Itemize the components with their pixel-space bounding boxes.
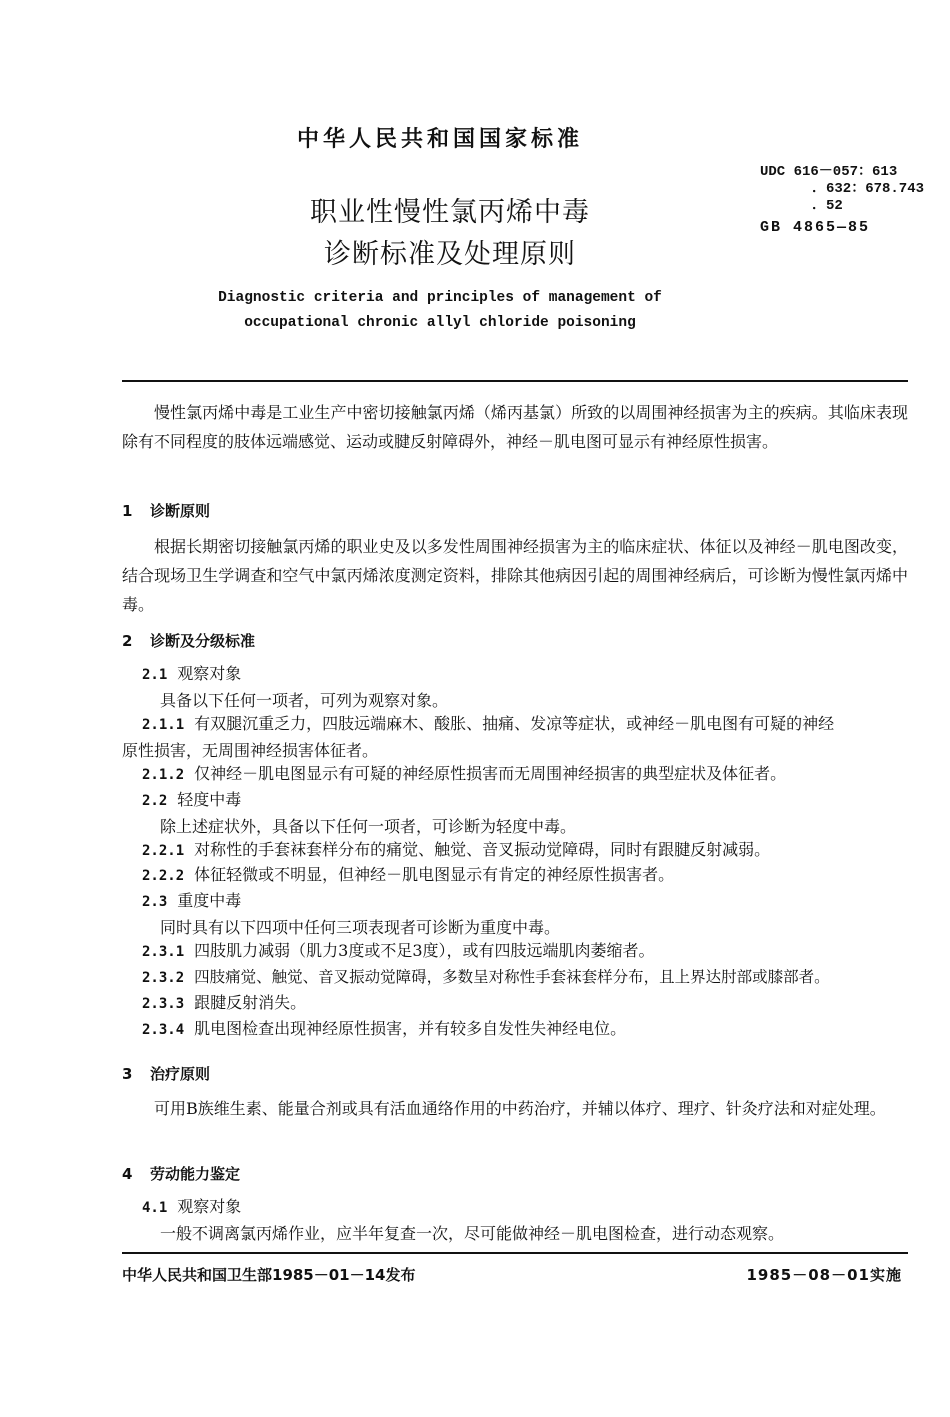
clause-2-1 bbox=[142, 662, 241, 687]
clause-text: 体征轻微或不明显，但神经－肌电图显示有肯定的神经原性损害者。 bbox=[194, 865, 675, 884]
clause-number: 2.2.1 bbox=[142, 843, 185, 859]
english-title-line-2: occupational chronic allyl chloride poisoning bbox=[244, 315, 636, 331]
clause-number: 2.2 bbox=[142, 793, 168, 809]
clause-text: 对称性的手套袜套样分布的痛觉、触觉、音叉振动觉障碍，同时有跟腱反射减弱。 bbox=[194, 840, 771, 859]
udc-code-line-3: ．52 bbox=[812, 198, 843, 214]
clause-number: 2.1.1 bbox=[142, 717, 185, 733]
section-3-paragraph: 可用B族维生素、能量合剂或具有活血通络作用的中药治疗，并辅以体疗、理疗、针灸疗法和对症处理。 bbox=[154, 1099, 886, 1118]
clause-2-2-text: 除上述症状外，具备以下任何一项者，可诊断为轻度中毒。 bbox=[160, 817, 577, 836]
clause-text: 跟腱反射消失。 bbox=[194, 993, 307, 1012]
section-number: 3 bbox=[122, 1065, 133, 1083]
clause-number: 2.3.2 bbox=[142, 970, 185, 986]
clause-text: 四肢痛觉、触觉、音叉振动觉障碍，多数呈对称性手套袜套样分布，且上界达肘部或膝部者。 bbox=[194, 968, 830, 986]
section-2-heading bbox=[122, 630, 255, 651]
clause-2-2-1 bbox=[142, 838, 770, 863]
section-1-paragraph: 根据长期密切接触氯丙烯的职业史及以多发性周围神经损害为主的临床症状、体征以及神经－肌电图改变，结合现场卫生学调查和空气中氯丙烯浓度测定资料，排除其他病因引起的周围神经病后，可诊断为慢性氯丙烯中毒。 bbox=[122, 537, 908, 614]
issue-date: 中华人民共和国卫生部1985－01－14发布 bbox=[122, 1266, 416, 1284]
clause-number: 2.2.2 bbox=[142, 868, 185, 884]
clause-text: 有双腿沉重乏力，四肢远端麻木、酸胀、抽痛、发凉等症状，或神经－肌电图有可疑的神经 bbox=[194, 714, 835, 733]
clause-number: 2.3.1 bbox=[142, 944, 185, 960]
clause-title: 重度中毒 bbox=[177, 891, 242, 910]
section-title: 诊断及分级标准 bbox=[150, 632, 256, 650]
clause-2-3-text: 同时具有以下四项中任何三项表现者可诊断为重度中毒。 bbox=[160, 918, 561, 937]
clause-text: 仅神经－肌电图显示有可疑的神经原性损害而无周围神经损害的典型症状及体征者。 bbox=[194, 764, 787, 783]
clause-text: 肌电图检查出现神经原性损害，并有较多自发性失神经电位。 bbox=[194, 1019, 627, 1038]
issuing-body: 中华人民共和国国家标准 bbox=[296, 127, 583, 152]
clause-2-2-2 bbox=[142, 863, 674, 888]
clause-2-3 bbox=[142, 889, 241, 914]
section-4-heading bbox=[122, 1163, 240, 1184]
clause-title: 轻度中毒 bbox=[177, 790, 242, 809]
clause-number: 4.1 bbox=[142, 1200, 168, 1216]
clause-2-1-text: 具备以下任何一项者，可列为观察对象。 bbox=[160, 691, 449, 710]
clause-number: 2.3.4 bbox=[142, 1022, 185, 1038]
gb-standard-code: GB 4865—85 bbox=[760, 219, 871, 236]
section-1-heading bbox=[122, 500, 210, 521]
clause-2-2 bbox=[142, 788, 241, 813]
clause-2-1-1-continuation: 原性损害，无周围神经损害体征者。 bbox=[122, 741, 379, 760]
header-divider bbox=[122, 380, 908, 382]
clause-2-3-2 bbox=[142, 965, 830, 990]
document-title-line-1: 职业性慢性氯丙烯中毒 bbox=[310, 197, 590, 228]
section-title: 诊断原则 bbox=[150, 502, 211, 520]
intro-paragraph: 慢性氯丙烯中毒是工业生产中密切接触氯丙烯（烯丙基氯）所致的以周围神经损害为主的疾病。其临床表现除有不同程度的肢体远端感觉、运动或腱反射障碍外，神经－肌电图可显示有神经原性损害。 bbox=[122, 403, 908, 451]
section-title: 劳动能力鉴定 bbox=[150, 1165, 241, 1183]
section-title: 治疗原则 bbox=[150, 1065, 211, 1083]
clause-2-3-3 bbox=[142, 991, 306, 1016]
clause-4-1 bbox=[142, 1195, 241, 1220]
clause-2-1-1 bbox=[142, 712, 834, 737]
clause-2-3-4 bbox=[142, 1017, 626, 1042]
clause-number: 2.3 bbox=[142, 894, 168, 910]
clause-number: 2.3.3 bbox=[142, 996, 185, 1012]
clause-number: 2.1 bbox=[142, 667, 168, 683]
section-3-heading bbox=[122, 1063, 210, 1084]
section-number: 2 bbox=[122, 632, 133, 650]
clause-text: 四肢肌力减弱（肌力3度或不足3度），或有四肢远端肌肉萎缩者。 bbox=[194, 941, 655, 960]
clause-number: 2.1.2 bbox=[142, 767, 185, 783]
clause-2-3-1 bbox=[142, 939, 655, 964]
clause-title: 观察对象 bbox=[177, 664, 242, 683]
udc-code-line-1: UDC 616－057：613 bbox=[760, 164, 898, 180]
section-number: 4 bbox=[122, 1165, 133, 1183]
english-title-line-1: Diagnostic criteria and principles of management of bbox=[218, 290, 662, 306]
document-title-line-2: 诊断标准及处理原则 bbox=[324, 239, 576, 270]
section-number: 1 bbox=[122, 502, 133, 520]
effective-date: 1985－08－01实施 bbox=[746, 1266, 902, 1284]
udc-code-line-2: ．632：678.743 bbox=[812, 181, 925, 197]
clause-2-1-2 bbox=[142, 762, 786, 787]
clause-title: 观察对象 bbox=[177, 1197, 242, 1216]
clause-4-1-text: 一般不调离氯丙烯作业，应半年复查一次，尽可能做神经－肌电图检查，进行动态观察。 bbox=[160, 1224, 785, 1243]
footer-divider bbox=[122, 1252, 908, 1254]
